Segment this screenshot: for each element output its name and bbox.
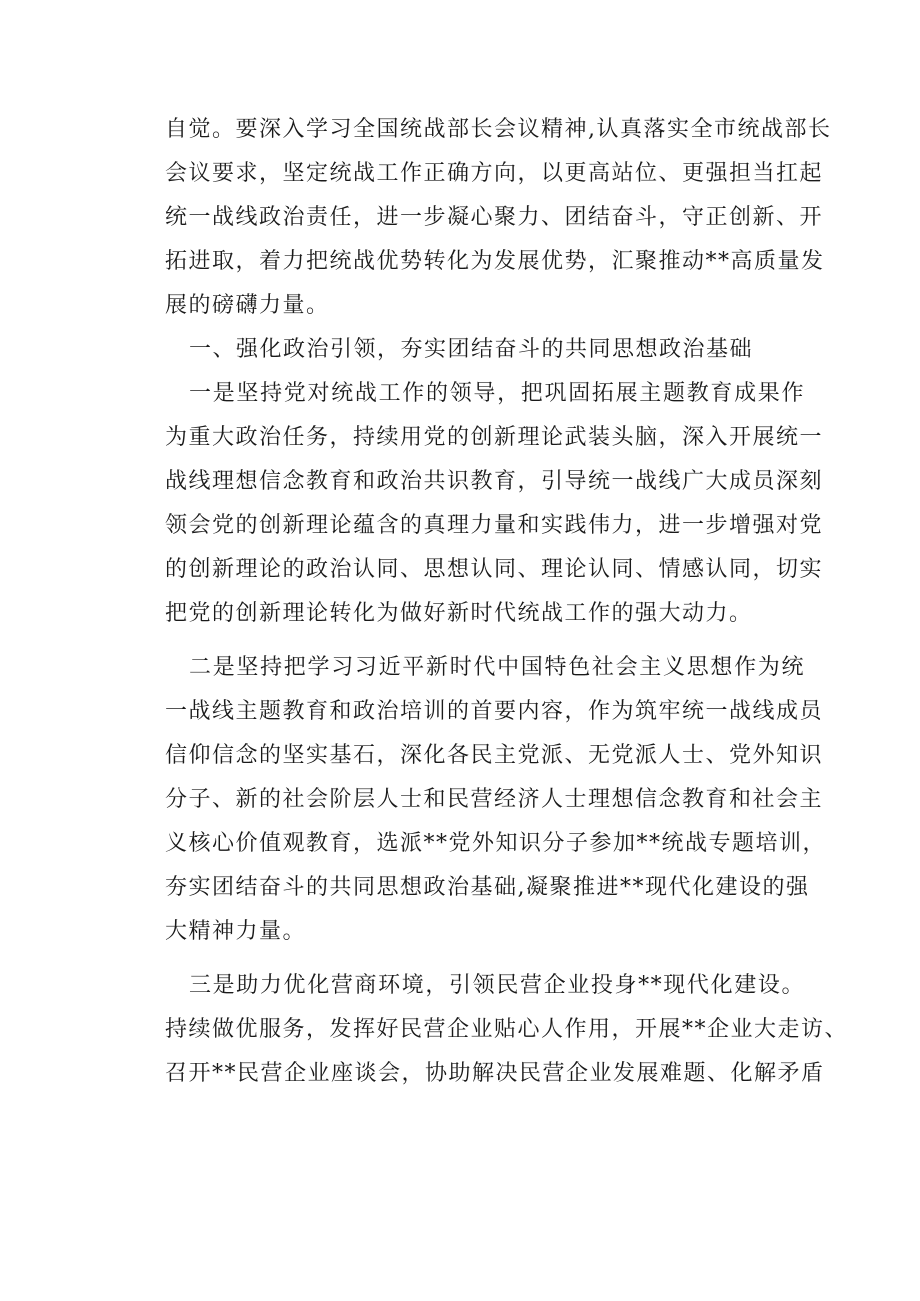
text-line: 一是坚持党对统战工作的领导，把巩固拓展主题教育成果作 — [189, 381, 805, 406]
text-line: 战线理想信念教育和政治共识教育，引导统一战线广大成员深刻 — [165, 469, 824, 494]
text-line: 分子、新的社会阶层人士和民营经济人士理想信念教育和社会主 — [165, 787, 824, 812]
section-heading — [165, 328, 805, 372]
text-line: 统一战线政治责任，进一步凝心聚力、团结奋斗，守正创新、开 — [165, 205, 824, 230]
text-line: 义核心价值观教育，选派**党外知识分子参加**统战专题培训， — [165, 831, 827, 856]
paragraph-point-1 — [165, 372, 824, 636]
text-line: 持续做优服务，发挥好民营企业贴心人作用，开展**企业大走访、 — [165, 1017, 849, 1042]
text-line: 自觉。要深入学习全国统战部长会议精神,认真落实全市统战部长 — [165, 117, 832, 142]
text-line: 领会党的创新理论蕴含的真理力量和实践伟力，进一步增强对党 — [165, 513, 824, 538]
text-line: 一战线主题教育和政治培训的首要内容，作为筑牢统一战线成员 — [165, 699, 824, 724]
text-line: 二是坚持把学习习近平新时代中国特色社会主义思想作为统 — [189, 655, 805, 680]
text-line: 三是助力优化营商环境，引领民营企业投身**现代化建设。 — [189, 973, 805, 998]
text-line: 把党的创新理论转化为做好新时代统战工作的强大动力。 — [165, 601, 753, 626]
heading-line: 一、强化政治引领，夯实团结奋斗的共同思想政治基础 — [189, 337, 754, 362]
text-line: 召开**民营企业座谈会，协助解决民营企业发展难题、化解矛盾 — [165, 1061, 825, 1086]
document-body — [165, 108, 849, 1096]
text-line: 夯实团结奋斗的共同思想政治基础,凝聚推进**现代化建设的强 — [165, 875, 810, 900]
text-line: 会议要求，坚定统战工作正确方向，以更高站位、更强担当扛起 — [165, 161, 824, 186]
text-line: 大精神力量。 — [165, 919, 307, 944]
text-line: 为重大政治任务，持续用党的创新理论武装头脑，深入开展统一 — [165, 425, 824, 450]
paragraph-intro — [165, 108, 832, 328]
text-line: 信仰信念的坚实基石，深化各民主党派、无党派人士、党外知识 — [165, 743, 824, 768]
text-line: 展的磅礴力量。 — [165, 293, 330, 318]
paragraph-point-2 — [165, 646, 827, 954]
text-line: 拓进取，着力把统战优势转化为发展优势，汇聚推动**高质量发 — [165, 249, 825, 274]
text-line: 的创新理论的政治认同、思想认同、理论认同、情感认同，切实 — [165, 557, 824, 582]
paragraph-point-3 — [165, 964, 849, 1096]
